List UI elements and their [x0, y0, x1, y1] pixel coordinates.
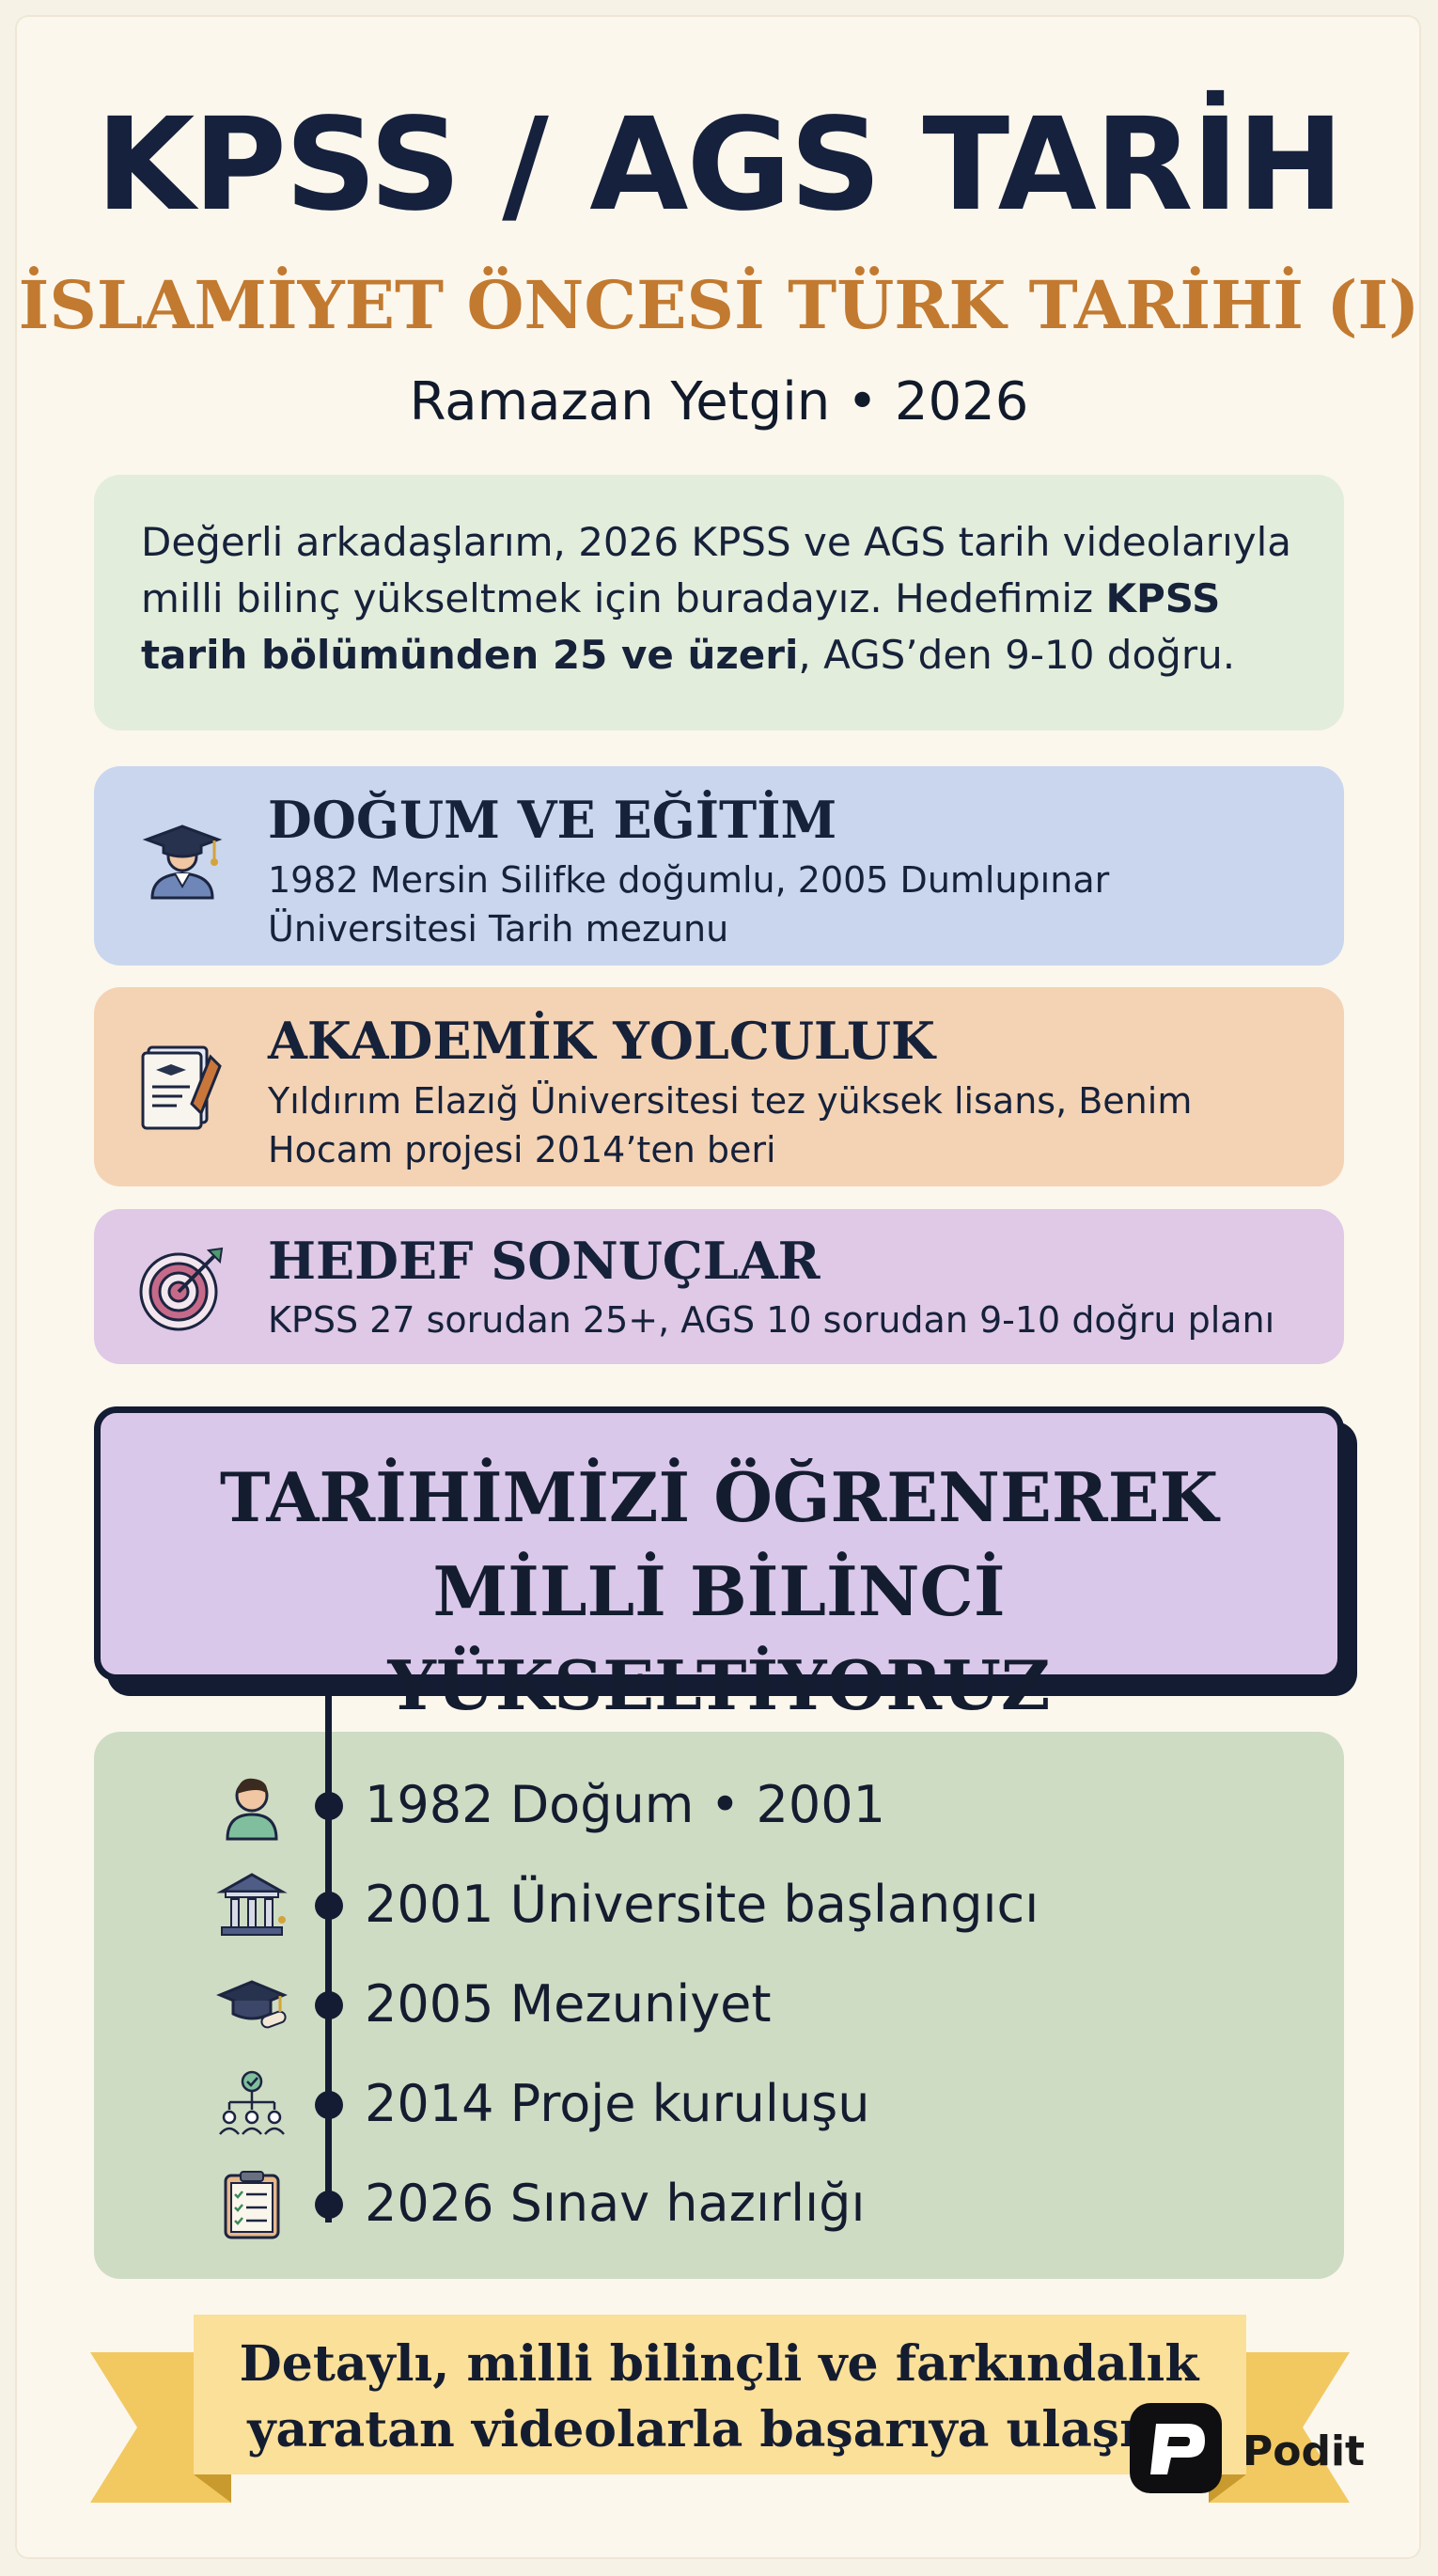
card-description-line: KPSS 27 sorudan 25+, AGS 10 sorudan 9-10 doğru planı	[268, 1299, 1275, 1341]
card-birth-education	[94, 766, 1344, 966]
card-title: AKADEMİK YOLCULUK	[268, 1011, 935, 1071]
target-icon	[135, 1241, 229, 1335]
card-description-line: 1982 Mersin Silifke doğumlu, 2005 Dumlupınar	[268, 859, 1110, 901]
timeline-item	[0, 1767, 1438, 1843]
footer-line: Detaylı, milli bilinçli ve farkındalık	[239, 2335, 1199, 2393]
card-description-line: Üniversitesi Tarih mezunu	[268, 908, 729, 950]
timeline-dot	[315, 1892, 343, 1920]
clipboard-icon	[214, 2166, 289, 2241]
brand-name: Podit	[1243, 2427, 1366, 2475]
timeline-item	[0, 2066, 1438, 2142]
motto-line: TARİHİMİZİ ÖĞRENEREK	[219, 1457, 1219, 1537]
intro-box	[94, 475, 1344, 730]
card-title: DOĞUM VE EĞİTİM	[268, 790, 837, 850]
timeline-dot	[315, 2191, 343, 2219]
graduate-icon	[135, 815, 229, 909]
timeline-dot	[315, 1792, 343, 1820]
card-description	[268, 1076, 1302, 1174]
card-description-line: Hocam projesi 2014’ten beri	[268, 1129, 776, 1170]
intro-highlight: KPSS tarih bölümünden 25 ve üzeri	[141, 575, 1221, 678]
timeline-item	[0, 1967, 1438, 2042]
motto-line: MİLLİ BİLİNCİ YÜKSELTİYORUZ	[387, 1551, 1051, 1725]
card-title: HEDEF SONUÇLAR	[268, 1231, 821, 1291]
timeline-item	[0, 2166, 1438, 2241]
timeline-label: 2014 Proje kuruluşu	[365, 2074, 870, 2133]
page-title: KPSS / AGS TARİH	[95, 91, 1342, 240]
org-chart-icon	[214, 2066, 289, 2142]
card-description	[268, 1296, 1302, 1344]
author-line: Ramazan Yetgin • 2026	[409, 371, 1029, 432]
motto-banner	[94, 1406, 1344, 1725]
card-description-line: Yıldırım Elazığ Üniversitesi tez yüksek lisans, Benim	[268, 1080, 1193, 1122]
timeline-label: 2001 Üniversite başlangıcı	[365, 1875, 1039, 1934]
timeline-dot	[315, 1991, 343, 2019]
diploma-icon	[135, 1038, 229, 1132]
card-academic-journey	[94, 987, 1344, 1186]
podit-logo-icon	[1130, 2403, 1222, 2493]
card-target-results	[94, 1209, 1344, 1364]
page-subtitle: İSLAMİYET ÖNCESİ TÜRK TARİHİ (I)	[18, 266, 1420, 344]
timeline-label: 2026 Sınav hazırlığı	[365, 2174, 866, 2233]
intro-text-end: , AGS’den 9-10 doğru.	[798, 632, 1236, 678]
timeline-dot	[315, 2091, 343, 2119]
university-icon	[214, 1867, 289, 1942]
card-description	[268, 856, 1302, 953]
graduation-cap-icon	[214, 1967, 289, 2042]
footer-line: yaratan videolarla başarıya ulaşın.	[247, 2401, 1191, 2458]
person-icon	[214, 1767, 289, 1843]
footer-slogan	[188, 2332, 1250, 2463]
timeline-label: 1982 Doğum • 2001	[365, 1775, 885, 1834]
intro-text: Değerli arkadaşlarım, 2026 KPSS ve AGS tarih videolarıyla milli bilinç yükseltmek için buradayız. Hedefimiz	[141, 519, 1292, 621]
timeline-label: 2005 Mezuniyet	[365, 1974, 772, 2034]
timeline-item	[0, 1867, 1438, 1942]
